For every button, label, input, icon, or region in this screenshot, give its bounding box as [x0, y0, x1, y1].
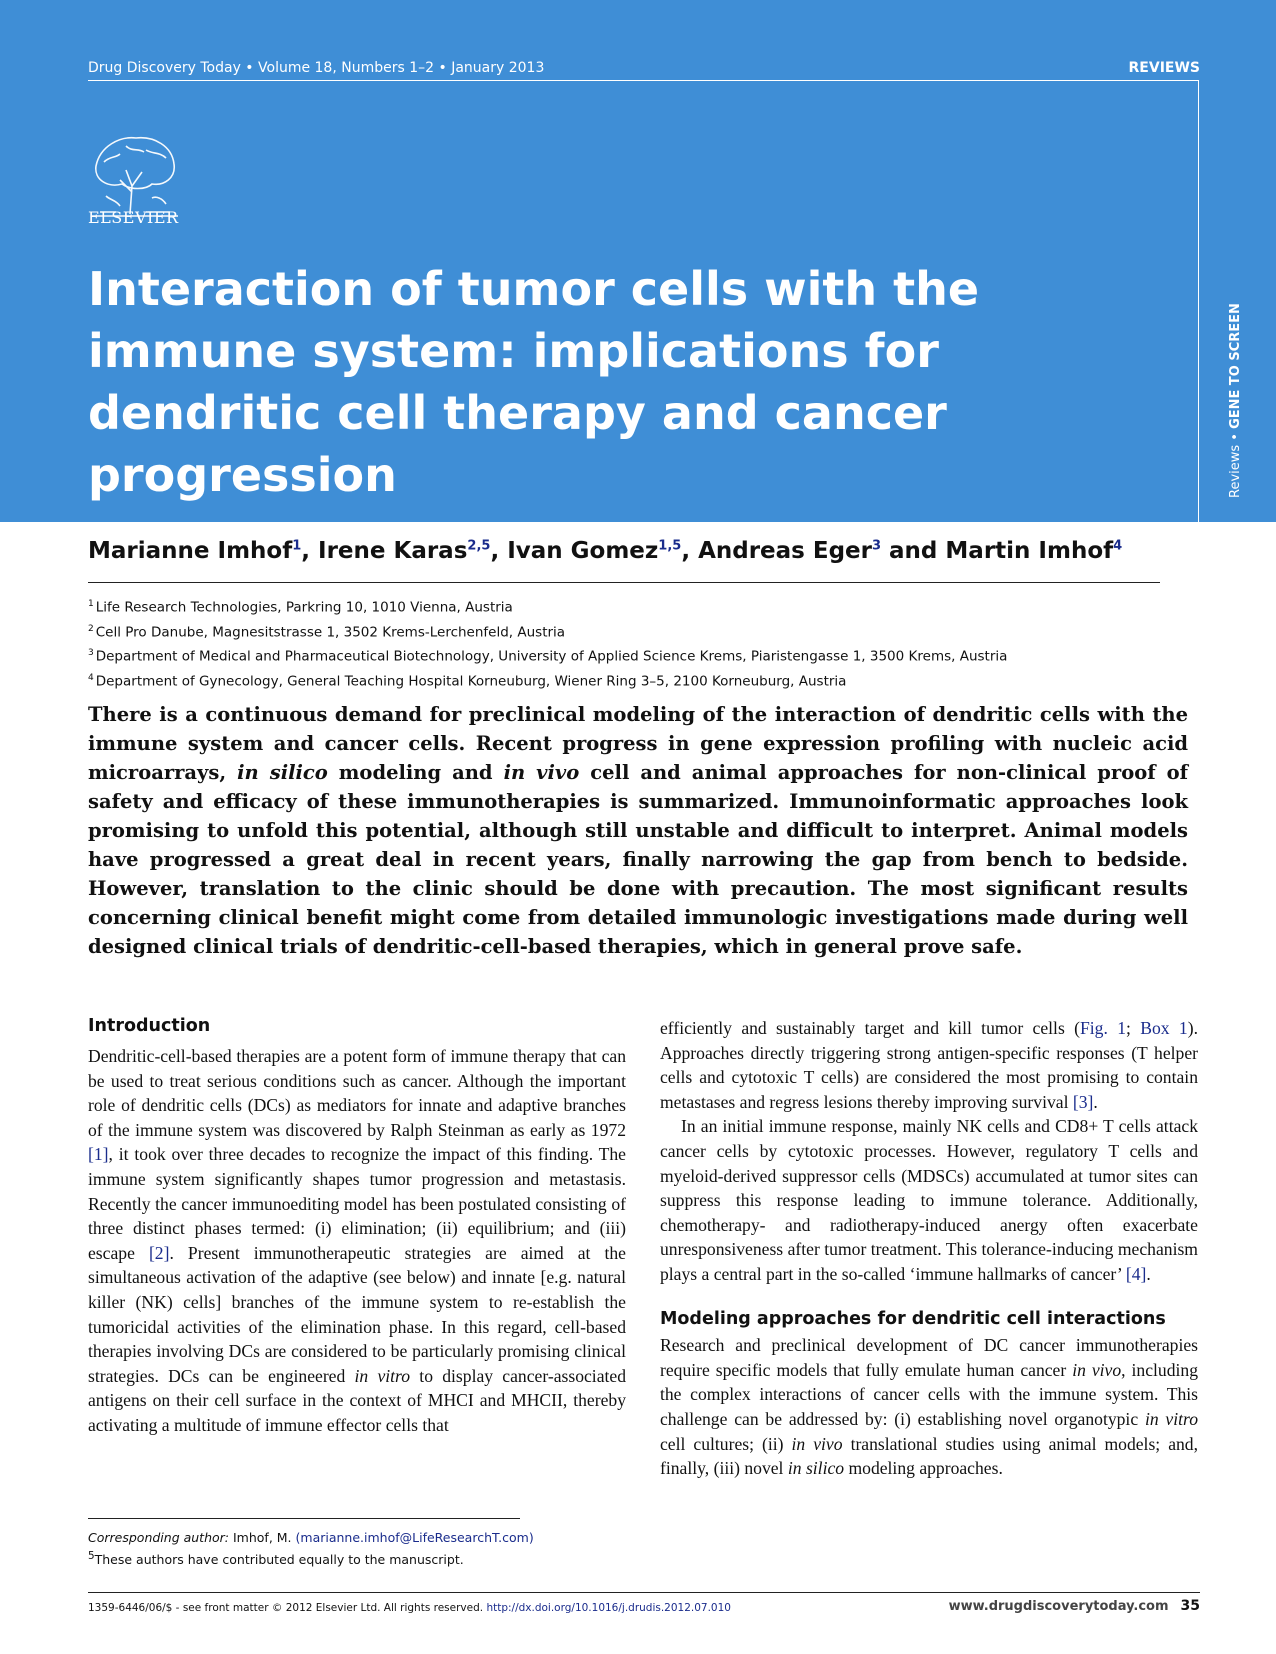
- affiliation-text: Life Research Technologies, Parkring 10, 1010 Vienna, Austria: [95, 599, 513, 616]
- body-text: ). Approaches directly triggering strong antigen-specific responses (T helper cells and cytotoxic T cells) are considered the most promising to contain metastases and regress lesions thereby improving survival: [660, 1018, 1198, 1112]
- author-separator: ,: [301, 538, 319, 564]
- footnote-rule: [88, 1518, 520, 1519]
- doi-link[interactable]: http://dx.doi.org/10.1016/j.drudis.2012.07.010: [486, 1602, 731, 1614]
- abstract-italic: in silico: [237, 761, 328, 784]
- corresponding-author: [88, 1528, 534, 1547]
- body-text: .: [1146, 1263, 1151, 1284]
- body-italic: in vitro: [1144, 1408, 1198, 1429]
- body-text: translational studies using animal models; and, finally, (iii) novel: [660, 1433, 1198, 1479]
- left-column: [88, 1044, 626, 1438]
- affiliation-text: Department of Medical and Pharmaceutical Biotechnology, University of Applied Science Krems, Piaristengasse 1, 3500 Krems, Austria: [95, 648, 1008, 665]
- header-rule: [88, 80, 1199, 81]
- publisher-logo-text: ELSEVIER: [88, 208, 179, 227]
- affiliation: [88, 668, 1007, 693]
- side-label-prefix: Reviews •: [1228, 428, 1243, 498]
- introduction-heading: Introduction: [88, 1016, 211, 1036]
- author-affil-link[interactable]: 4: [1113, 538, 1123, 554]
- footer-right: [949, 1598, 1200, 1614]
- author-name: Ivan Gomez: [507, 538, 659, 564]
- footnotes: [88, 1528, 534, 1569]
- abstract: [88, 700, 1188, 961]
- issn-text: 1359-6446/06/$ - see front matter © 2012 Elsevier Ltd. All rights reserved.: [88, 1602, 487, 1614]
- modeling-paragraph: [660, 1333, 1198, 1481]
- right-column: [660, 1016, 1198, 1481]
- journal-citation: Drug Discovery Today • Volume 18, Numbers 1–2 • January 2013: [88, 60, 545, 76]
- affiliation: [88, 643, 1007, 668]
- citation-link[interactable]: [4]: [1125, 1263, 1147, 1284]
- immune-response-paragraph: [660, 1114, 1198, 1286]
- page-number: 35: [1180, 1598, 1200, 1614]
- abstract-text: cell and animal approaches for non-clinical proof of safety and efficacy of these immunotherapies is summarized. Immunoinformatic approaches look promising to unfold this potential, although still unstable and difficult to interpret. Animal models have progressed a great deal in recent years, finally narrowing the gap from bench to bedside. However, translation to the clinic should be done with precaution. The most significant results concerning clinical benefit might come from detailed immunologic investigations made during well designed clinical trials of dendritic-cell-based therapies, which in general prove safe.: [88, 761, 1188, 958]
- author-affil-link[interactable]: 1: [292, 538, 302, 554]
- corresponding-label: Corresponding author:: [88, 1530, 230, 1545]
- body-text: modeling approaches.: [844, 1458, 1003, 1479]
- affiliation-list: [88, 594, 1007, 692]
- author-affil-link[interactable]: 3: [871, 538, 882, 554]
- body-italic: in silico: [787, 1458, 845, 1479]
- affiliation-number: 3: [88, 648, 94, 658]
- article-title: Interaction of tumor cells with the immune system: implications for dendritic cell therapy and cancer progression: [88, 262, 980, 502]
- citation-link[interactable]: [1]: [88, 1144, 109, 1165]
- body-italic: in vitro: [354, 1365, 411, 1386]
- author-rule: [88, 582, 1160, 583]
- affiliation-text: Cell Pro Danube, Magnesitstrasse 1, 3502 Krems-Lerchenfeld, Austria: [95, 624, 566, 640]
- author-name: Irene Karas: [318, 538, 468, 564]
- corresponding-name: Imhof, M.: [229, 1530, 296, 1545]
- author-separator: ,: [490, 538, 508, 564]
- affiliation: [88, 619, 1007, 644]
- abstract-text: modeling and: [327, 761, 504, 784]
- body-italic: in vivo: [1072, 1359, 1122, 1380]
- website-link[interactable]: www.drugdiscoverytoday.com: [948, 1599, 1169, 1614]
- abstract-italic: in vivo: [503, 761, 580, 784]
- body-text: .: [1093, 1091, 1098, 1112]
- email-link[interactable]: (marianne.imhof@LifeResearchT.com): [295, 1530, 534, 1545]
- body-text: , it took over three decades to recognize the impact of this finding. The immune system significantly shapes tumor progression and metastasis. Recently the cancer immunoediting model has been postulated consisting of three distinct phases termed: (i) elimination; (ii) equilibrium; and (iii) escape: [88, 1144, 626, 1263]
- citation-link[interactable]: [2]: [148, 1242, 170, 1263]
- box-link[interactable]: Box 1: [1140, 1018, 1188, 1038]
- affiliation-number: 2: [88, 623, 94, 634]
- side-section-label: [1228, 303, 1243, 498]
- body-text: cell cultures; (ii): [660, 1433, 792, 1454]
- footnote-text: These authors have contributed equally to the manuscript.: [94, 1552, 464, 1568]
- author-affil-link[interactable]: 1,5: [658, 538, 682, 554]
- author-list: [88, 538, 1122, 564]
- author-separator: ,: [681, 538, 699, 564]
- footer-rule: [88, 1592, 1200, 1593]
- author-separator: and: [881, 538, 946, 564]
- intro-paragraph: [88, 1044, 626, 1438]
- abstract-text: There is a continuous demand for preclinical modeling of the interaction of dendritic cells with the immune system and cancer cells. Recent progress in gene expression profiling with nucleic acid microarrays,: [88, 703, 1188, 784]
- body-text: In an initial immune response, mainly NK cells and CD8+ T cells attack cancer cells by cytotoxic processes. However, regulatory T cells and myeloid-derived suppressor cells (MDSCs) accumulated at tumor sites can suppress this response leading to immune tolerance. Additionally, chemotherapy- and radiotherapy-induced anergy often exacerbate unresponsiveness after tumor treatment. This tolerance-inducing mechanism plays a central part in the so-called ‘immune hallmarks of cancer’: [660, 1116, 1198, 1284]
- body-text: Research and preclinical development of DC cancer immunotherapies require specific models that fully emulate human cancer: [660, 1335, 1198, 1380]
- body-text: , including the complex interactions of cancer cells with the immune system. This challenge can be addressed by: (i) establishing novel organotypic: [660, 1359, 1198, 1429]
- equal-contribution-note: [88, 1547, 534, 1569]
- affiliation: [88, 594, 1007, 619]
- body-text: ;: [1126, 1018, 1141, 1038]
- footnote-number: 5: [88, 1550, 95, 1562]
- author-affil-link[interactable]: 2,5: [467, 538, 491, 554]
- body-text: to display cancer-associated antigens on their cell surface in the context of MHCI and MHCII, thereby activating a multitude of immune effector cells that: [88, 1365, 626, 1435]
- body-italic: in vivo: [791, 1433, 843, 1454]
- author-name: Martin Imhof: [945, 538, 1114, 564]
- citation-link[interactable]: [3]: [1072, 1091, 1094, 1112]
- affiliation-text: Department of Gynecology, General Teaching Hospital Korneuburg, Wiener Ring 3–5, 2100 Korneuburg, Austria: [95, 673, 847, 689]
- body-text: efficiently and sustainably target and kill tumor cells (: [660, 1018, 1080, 1038]
- body-text: Dendritic-cell-based therapies are a potent form of immune therapy that can be used to treat serious conditions such as cancer. Although the important role of dendritic cells (DCs) as mediators for innate and adaptive branches of the immune system was discovered by Ralph Steinman as early as 1972: [88, 1046, 626, 1140]
- body-text: . Present immunotherapeutic strategies are aimed at the simultaneous activation of the adaptive (see below) and innate [e.g. natural killer (NK) cells] branches of the immune system to re-establish the tumoricidal activities of the elimination phase. In this regard, cell-based therapies involving DCs are considered to be particularly promising clinical strategies. DCs can be engineered: [88, 1242, 626, 1386]
- figure-link[interactable]: Fig. 1: [1080, 1018, 1127, 1038]
- modeling-heading: Modeling approaches for dendritic cell interactions: [660, 1308, 1166, 1329]
- author-name: Marianne Imhof: [88, 538, 293, 564]
- section-label: REVIEWS: [1128, 60, 1200, 76]
- affiliation-number: 4: [88, 672, 94, 683]
- side-rule: [1198, 80, 1199, 522]
- copyright-line: [88, 1602, 731, 1614]
- intro-paragraph-continued: [660, 1016, 1198, 1114]
- affiliation-number: 1: [88, 599, 94, 609]
- author-name: Andreas Eger: [698, 538, 872, 564]
- side-label-topic: GENE TO SCREEN: [1228, 303, 1243, 429]
